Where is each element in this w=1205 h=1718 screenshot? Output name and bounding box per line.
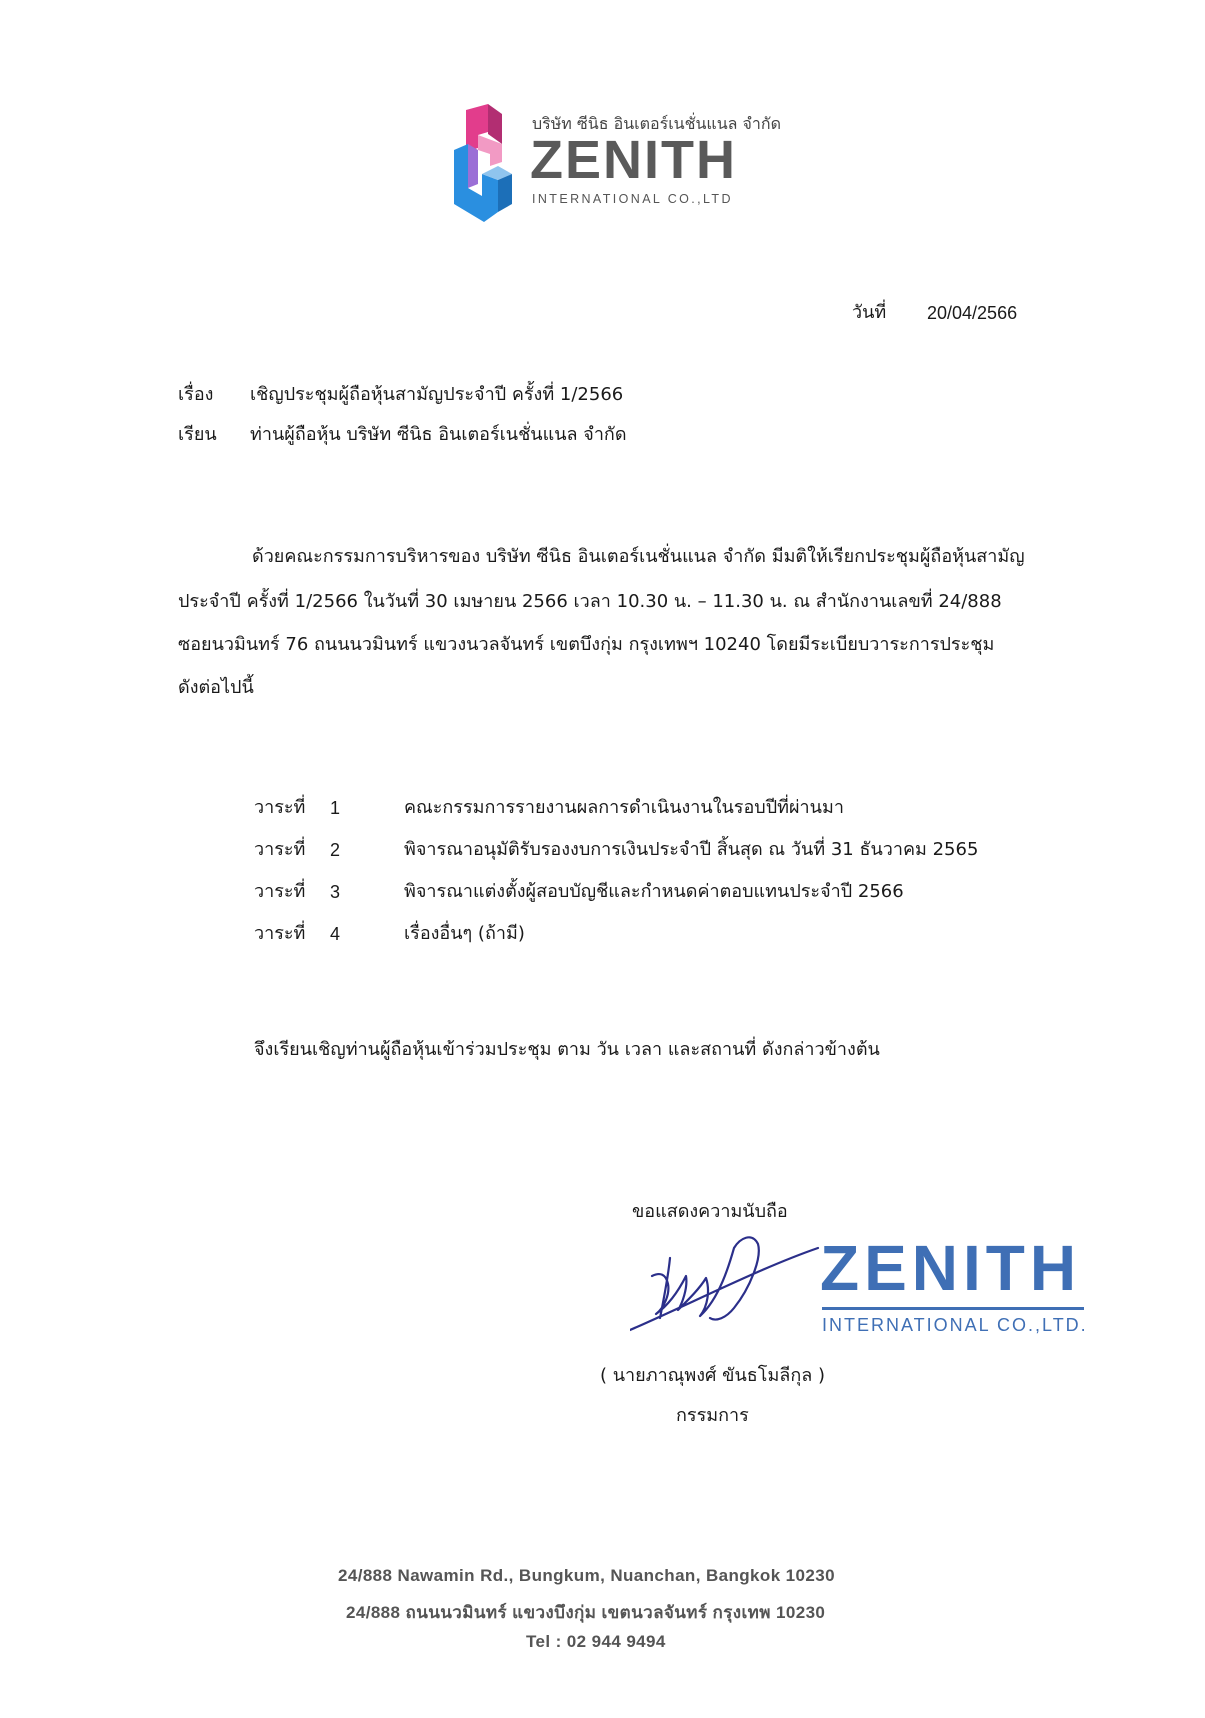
handwritten-signature-icon xyxy=(630,1218,820,1338)
company-logo-icon xyxy=(454,104,514,222)
company-stamp xyxy=(820,1233,1090,1343)
agenda-text: เรื่องอื่นๆ (ถ้ามี) xyxy=(404,923,525,944)
signer-name: ( นายภาณุพงศ์ ขันธโมลีกุล ) xyxy=(600,1365,826,1386)
agenda-number: 2 xyxy=(330,840,341,860)
logo-wordmark: ZENITH xyxy=(530,130,737,190)
stamp-divider xyxy=(822,1307,1084,1310)
subject-text: เชิญประชุมผู้ถือหุ้นสามัญประจำปี ครั้งที่ 1/2566 xyxy=(250,384,624,405)
signer-position: กรรมการ xyxy=(676,1405,749,1426)
agenda-number: 1 xyxy=(330,798,341,818)
subject-label: เรื่อง xyxy=(178,384,214,405)
agenda-text: พิจารณาแต่งตั้งผู้สอบบัญชีและกำหนดค่าตอบแทนประจำปี 2566 xyxy=(404,881,904,902)
date-value: 20/04/2566 xyxy=(927,303,1018,323)
agenda-number: 4 xyxy=(330,924,341,944)
body-line: ดังต่อไปนี้ xyxy=(178,677,254,698)
agenda-label: วาระที่ xyxy=(254,881,306,902)
agenda-number: 3 xyxy=(330,882,341,902)
agenda-label: วาระที่ xyxy=(254,797,306,818)
body-line: ซอยนวมินทร์ 76 ถนนนวมินทร์ แขวงนวลจันทร์ เขตบึงกุ่ม กรุงเทพฯ 10240 โดยมีระเบียบวาระการประชุม xyxy=(178,634,995,655)
agenda-text: พิจารณาอนุมัติรับรองงบการเงินประจำปี สิ้นสุด ณ วันที่ 31 ธันวาคม 2565 xyxy=(404,839,979,860)
agenda-text: คณะกรรมการรายงานผลการดำเนินงานในรอบปีที่ผ่านมา xyxy=(404,797,844,818)
date-label: วันที่ xyxy=(852,302,887,323)
closing-sentence: จึงเรียนเชิญท่านผู้ถือหุ้นเข้าร่วมประชุม ตาม วัน เวลา และสถานที่ ดังกล่าวข้างต้น xyxy=(254,1039,880,1060)
agenda-label: วาระที่ xyxy=(254,839,306,860)
body-line: ด้วยคณะกรรมการบริหารของ บริษัท ซีนิธ อินเตอร์เนชั่นแนล จำกัด มีมติให้เรียกประชุมผู้ถือหุ้นสามัญ xyxy=(252,546,1025,567)
stamp-subtitle: INTERNATIONAL CO.,LTD. xyxy=(822,1315,1088,1335)
recipient-text: ท่านผู้ถือหุ้น บริษัท ซีนิธ อินเตอร์เนชั่นแนล จำกัด xyxy=(250,424,627,445)
body-line: ประจำปี ครั้งที่ 1/2566 ในวันที่ 30 เมษายน 2566 เวลา 10.30 น. – 11.30 น. ณ สำนักงานเลขที่ 24/888 xyxy=(178,591,1002,612)
regards-text: ขอแสดงความนับถือ xyxy=(632,1201,788,1222)
recipient-label: เรียน xyxy=(178,424,217,445)
logo-thai-name: บริษัท ซีนิธ อินเตอร์เนชั่นแนล จำกัด xyxy=(532,114,781,133)
footer-telephone: Tel : 02 944 9494 xyxy=(526,1632,666,1651)
logo-subtitle: INTERNATIONAL CO.,LTD xyxy=(532,192,733,206)
stamp-wordmark: ZENITH xyxy=(820,1232,1082,1304)
footer-address-th: 24/888 ถนนนวมินทร์ แขวงบึงกุ่ม เขตนวลจันทร์ กรุงเทพ 10230 xyxy=(346,1603,826,1622)
agenda-label: วาระที่ xyxy=(254,923,306,944)
footer-address-en: 24/888 Nawamin Rd., Bungkum, Nuanchan, Bangkok 10230 xyxy=(338,1566,835,1585)
